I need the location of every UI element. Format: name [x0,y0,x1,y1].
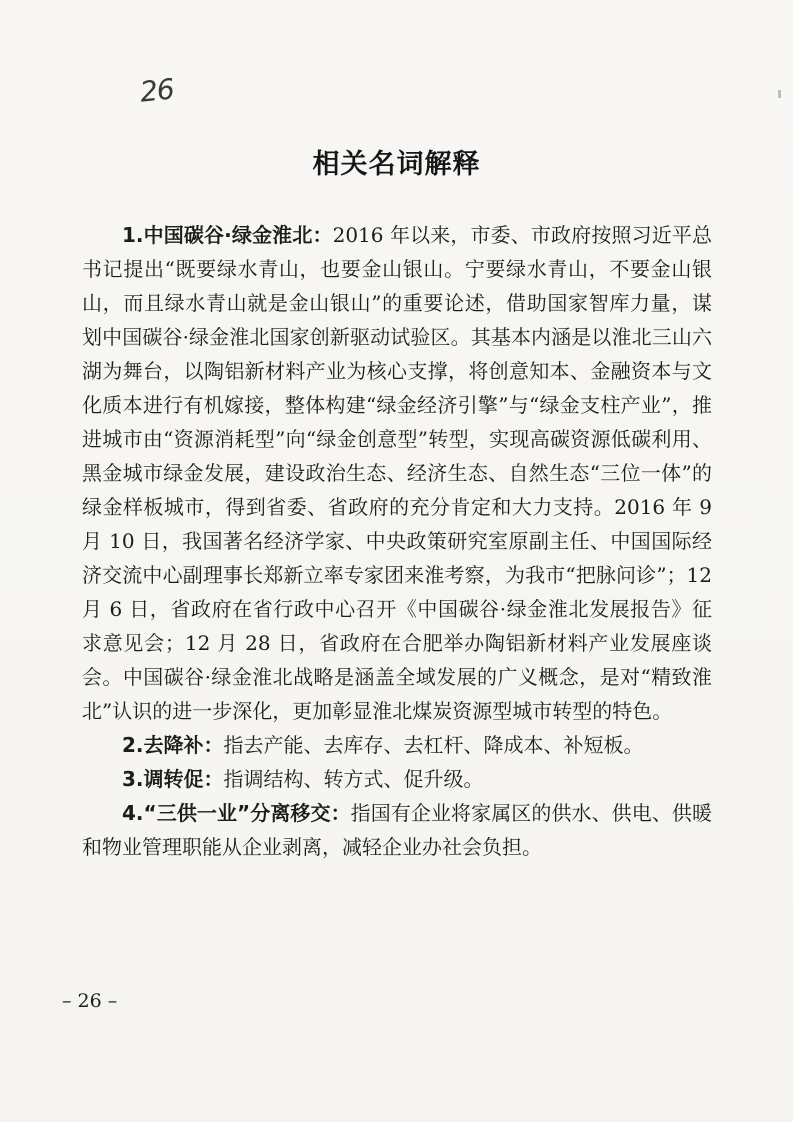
page-number: – 26 – [62,990,118,1012]
entry-term: 4.“三供一业”分离移交： [122,801,351,825]
entry-term: 1.中国碳谷·绿金淮北： [122,223,333,247]
entry-paragraph [82,796,712,864]
entry-paragraph [82,728,712,762]
page-title: 相关名词解释 [312,149,481,180]
entry-text: 指调结构、转方式、促升级。 [223,767,484,791]
entry-term: 2.去降补： [122,733,224,757]
entry-text: 2016 年以来，市委、市政府按照习近平总书记提出“既要绿水青山，也要金山银山。宁要绿水青山，不要金山银山，而且绿水青山就是金山银山”的重要论述，借助国家智库力量，谋划中国碳谷·绿金淮北国家创新驱动试验区。其基本内涵是以淮北三山六湖为舞台，以陶铝新材料产业为核心支撑，将创意知本、金融资本与文化质本进行有机嫁接，整体构建“绿金经济引擎”与“绿金支柱产业”，推进城市由“资源消耗型”向“绿金创意型”转型，实现高碳资源低碳利用、黑金城市绿金发展，建设政治生态、经济生态、自然生态“三位一体”的绿金样板城市，得到省委、省政府的充分肯定和大力支持。2016 年 9 月 10 日，我国著名经济学家、中央政策研究室原副主任、中国国际经济交流中心副理事长郑新立率专家团来淮考察，为我市“把脉问诊”；12 月 6 日，省政府在省行政中心召开《中国碳谷·绿金淮北发展报告》征求意见会；12 月 28 日，省政府在合肥举办陶铝新材料产业发展座谈会。中国碳谷·绿金淮北战略是涵盖全域发展的广义概念，是对“精致淮北”认识的进一步深化，更加彰显淮北煤炭资源型城市转型的特色。 [82,223,712,723]
entry-text: 指国有企业将家属区的供水、供电、供暖和物业管理职能从企业剥离，减轻企业办社会负担。 [82,801,712,859]
entry-term: 3.调转促： [122,767,224,791]
handwritten-page-note: 26 [138,72,176,109]
entry-paragraph [82,762,712,796]
scan-mark [778,90,781,98]
entry-text: 指去产能、去库存、去杠杆、降成本、补短板。 [223,733,644,757]
entry-paragraph [82,218,712,728]
document-body [82,218,712,864]
